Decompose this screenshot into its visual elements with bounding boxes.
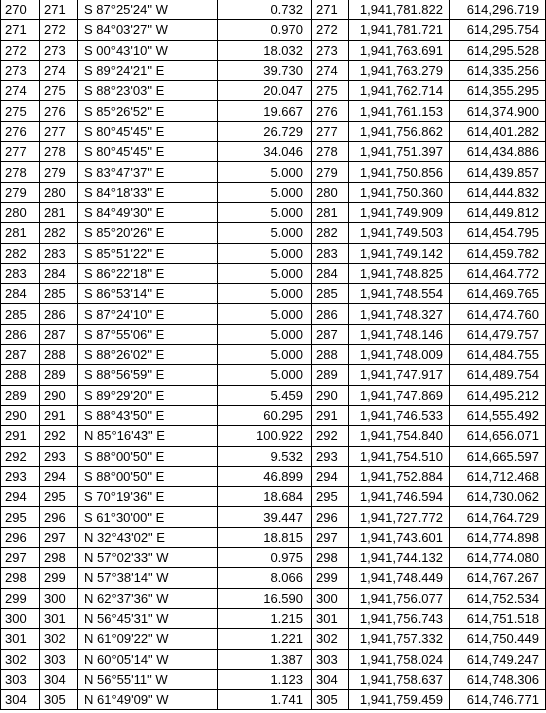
from-station-cell: 282 [1, 243, 40, 263]
northing-cell: 1,941,758.024 [349, 649, 450, 669]
easting-cell: 614,374.900 [450, 101, 546, 121]
table-row [1, 284, 546, 304]
from-station-cell: 302 [1, 649, 40, 669]
bearing-cell: S 80°45'45" E [78, 121, 218, 141]
northing-cell: 1,941,748.825 [349, 263, 450, 283]
bearing-cell: S 88°00'50" E [78, 446, 218, 466]
easting-cell: 614,439.857 [450, 162, 546, 182]
point-cell: 295 [312, 487, 349, 507]
bearing-cell: S 88°56'59" E [78, 365, 218, 385]
point-cell: 301 [312, 608, 349, 628]
table-row [1, 588, 546, 608]
table-row [1, 324, 546, 344]
point-cell: 297 [312, 527, 349, 547]
distance-cell: 5.000 [218, 345, 312, 365]
to-station-cell: 291 [40, 405, 78, 425]
northing-cell: 1,941,751.397 [349, 142, 450, 162]
easting-cell: 614,749.247 [450, 649, 546, 669]
northing-cell: 1,941,756.743 [349, 608, 450, 628]
distance-cell: 5.000 [218, 304, 312, 324]
distance-cell: 100.922 [218, 426, 312, 446]
to-station-cell: 301 [40, 608, 78, 628]
northing-cell: 1,941,749.142 [349, 243, 450, 263]
from-station-cell: 285 [1, 304, 40, 324]
distance-cell: 18.815 [218, 527, 312, 547]
point-cell: 305 [312, 690, 349, 710]
table-row [1, 81, 546, 101]
distance-cell: 0.732 [218, 0, 312, 20]
to-station-cell: 272 [40, 20, 78, 40]
from-station-cell: 291 [1, 426, 40, 446]
bearing-cell: S 88°43'50" E [78, 405, 218, 425]
northing-cell: 1,941,752.884 [349, 466, 450, 486]
point-cell: 281 [312, 202, 349, 222]
to-station-cell: 286 [40, 304, 78, 324]
from-station-cell: 274 [1, 81, 40, 101]
from-station-cell: 287 [1, 345, 40, 365]
point-cell: 279 [312, 162, 349, 182]
distance-cell: 8.066 [218, 568, 312, 588]
point-cell: 282 [312, 223, 349, 243]
bearing-cell: N 56°45'31" W [78, 608, 218, 628]
bearing-cell: S 86°53'14" E [78, 284, 218, 304]
table-row [1, 243, 546, 263]
distance-cell: 1.741 [218, 690, 312, 710]
table-row [1, 527, 546, 547]
easting-cell: 614,746.771 [450, 690, 546, 710]
from-station-cell: 294 [1, 487, 40, 507]
easting-cell: 614,730.062 [450, 487, 546, 507]
bearing-cell: S 83°47'37" E [78, 162, 218, 182]
point-cell: 291 [312, 405, 349, 425]
easting-cell: 614,401.282 [450, 121, 546, 141]
table-row [1, 426, 546, 446]
easting-cell: 614,767.267 [450, 568, 546, 588]
bearing-cell: S 88°00'50" E [78, 466, 218, 486]
to-station-cell: 280 [40, 182, 78, 202]
from-station-cell: 304 [1, 690, 40, 710]
distance-cell: 1.387 [218, 649, 312, 669]
point-cell: 287 [312, 324, 349, 344]
distance-cell: 5.000 [218, 324, 312, 344]
easting-cell: 614,464.772 [450, 263, 546, 283]
northing-cell: 1,941,727.772 [349, 507, 450, 527]
easting-cell: 614,434.886 [450, 142, 546, 162]
point-cell: 275 [312, 81, 349, 101]
from-station-cell: 303 [1, 669, 40, 689]
table-row [1, 548, 546, 568]
to-station-cell: 299 [40, 568, 78, 588]
northing-cell: 1,941,781.721 [349, 20, 450, 40]
easting-cell: 614,335.256 [450, 60, 546, 80]
easting-cell: 614,665.597 [450, 446, 546, 466]
from-station-cell: 292 [1, 446, 40, 466]
bearing-cell: N 62°37'36" W [78, 588, 218, 608]
point-cell: 288 [312, 345, 349, 365]
to-station-cell: 274 [40, 60, 78, 80]
from-station-cell: 290 [1, 405, 40, 425]
point-cell: 286 [312, 304, 349, 324]
from-station-cell: 276 [1, 121, 40, 141]
table-row [1, 507, 546, 527]
bearing-cell: S 00°43'10" W [78, 40, 218, 60]
northing-cell: 1,941,748.146 [349, 324, 450, 344]
point-cell: 285 [312, 284, 349, 304]
to-station-cell: 277 [40, 121, 78, 141]
table-row [1, 629, 546, 649]
to-station-cell: 294 [40, 466, 78, 486]
northing-cell: 1,941,750.856 [349, 162, 450, 182]
easting-cell: 614,764.729 [450, 507, 546, 527]
bearing-cell: S 80°45'45" E [78, 142, 218, 162]
from-station-cell: 281 [1, 223, 40, 243]
to-station-cell: 273 [40, 40, 78, 60]
to-station-cell: 276 [40, 101, 78, 121]
easting-cell: 614,484.755 [450, 345, 546, 365]
bearing-cell: S 70°19'36" E [78, 487, 218, 507]
distance-cell: 26.729 [218, 121, 312, 141]
table-row [1, 223, 546, 243]
point-cell: 294 [312, 466, 349, 486]
northing-cell: 1,941,748.009 [349, 345, 450, 365]
northing-cell: 1,941,754.510 [349, 446, 450, 466]
bearing-cell: N 61°49'09" W [78, 690, 218, 710]
from-station-cell: 283 [1, 263, 40, 283]
point-cell: 271 [312, 0, 349, 20]
point-cell: 293 [312, 446, 349, 466]
distance-cell: 39.447 [218, 507, 312, 527]
from-station-cell: 273 [1, 60, 40, 80]
table-row [1, 162, 546, 182]
to-station-cell: 302 [40, 629, 78, 649]
point-cell: 292 [312, 426, 349, 446]
distance-cell: 20.047 [218, 81, 312, 101]
easting-cell: 614,656.071 [450, 426, 546, 446]
to-station-cell: 288 [40, 345, 78, 365]
table-row [1, 385, 546, 405]
northing-cell: 1,941,746.533 [349, 405, 450, 425]
table-row [1, 263, 546, 283]
point-cell: 273 [312, 40, 349, 60]
northing-cell: 1,941,749.909 [349, 202, 450, 222]
point-cell: 299 [312, 568, 349, 588]
to-station-cell: 278 [40, 142, 78, 162]
easting-cell: 614,774.898 [450, 527, 546, 547]
to-station-cell: 297 [40, 527, 78, 547]
from-station-cell: 298 [1, 568, 40, 588]
point-cell: 298 [312, 548, 349, 568]
from-station-cell: 279 [1, 182, 40, 202]
from-station-cell: 295 [1, 507, 40, 527]
from-station-cell: 300 [1, 608, 40, 628]
bearing-cell: S 84°03'27" W [78, 20, 218, 40]
point-cell: 280 [312, 182, 349, 202]
point-cell: 290 [312, 385, 349, 405]
from-station-cell: 275 [1, 101, 40, 121]
northing-cell: 1,941,747.869 [349, 385, 450, 405]
distance-cell: 5.000 [218, 202, 312, 222]
easting-cell: 614,750.449 [450, 629, 546, 649]
distance-cell: 5.000 [218, 162, 312, 182]
table-row [1, 466, 546, 486]
point-cell: 277 [312, 121, 349, 141]
to-station-cell: 271 [40, 0, 78, 20]
northing-cell: 1,941,744.132 [349, 548, 450, 568]
table-row [1, 446, 546, 466]
northing-cell: 1,941,749.503 [349, 223, 450, 243]
from-station-cell: 272 [1, 40, 40, 60]
bearing-cell: N 32°43'02" E [78, 527, 218, 547]
table-row [1, 345, 546, 365]
to-station-cell: 284 [40, 263, 78, 283]
table-row [1, 182, 546, 202]
from-station-cell: 278 [1, 162, 40, 182]
to-station-cell: 285 [40, 284, 78, 304]
easting-cell: 614,469.765 [450, 284, 546, 304]
table-row [1, 40, 546, 60]
distance-cell: 1.215 [218, 608, 312, 628]
northing-cell: 1,941,756.862 [349, 121, 450, 141]
distance-cell: 16.590 [218, 588, 312, 608]
from-station-cell: 293 [1, 466, 40, 486]
to-station-cell: 305 [40, 690, 78, 710]
table-row [1, 649, 546, 669]
distance-cell: 5.459 [218, 385, 312, 405]
northing-cell: 1,941,763.691 [349, 40, 450, 60]
bearing-cell: S 89°24'21" E [78, 60, 218, 80]
table-row [1, 101, 546, 121]
distance-cell: 0.970 [218, 20, 312, 40]
bearing-cell: N 60°05'14" W [78, 649, 218, 669]
distance-cell: 18.032 [218, 40, 312, 60]
point-cell: 272 [312, 20, 349, 40]
to-station-cell: 275 [40, 81, 78, 101]
distance-cell: 0.975 [218, 548, 312, 568]
from-station-cell: 277 [1, 142, 40, 162]
distance-cell: 1.221 [218, 629, 312, 649]
easting-cell: 614,751.518 [450, 608, 546, 628]
point-cell: 278 [312, 142, 349, 162]
bearing-cell: N 57°38'14" W [78, 568, 218, 588]
distance-cell: 5.000 [218, 243, 312, 263]
from-station-cell: 301 [1, 629, 40, 649]
easting-cell: 614,479.757 [450, 324, 546, 344]
from-station-cell: 297 [1, 548, 40, 568]
point-cell: 274 [312, 60, 349, 80]
from-station-cell: 270 [1, 0, 40, 20]
northing-cell: 1,941,757.332 [349, 629, 450, 649]
northing-cell: 1,941,756.077 [349, 588, 450, 608]
from-station-cell: 286 [1, 324, 40, 344]
easting-cell: 614,449.812 [450, 202, 546, 222]
bearing-cell: S 87°24'10" E [78, 304, 218, 324]
to-station-cell: 292 [40, 426, 78, 446]
northing-cell: 1,941,748.449 [349, 568, 450, 588]
easting-cell: 614,748.306 [450, 669, 546, 689]
northing-cell: 1,941,781.822 [349, 0, 450, 20]
distance-cell: 5.000 [218, 223, 312, 243]
table-row [1, 20, 546, 40]
to-station-cell: 282 [40, 223, 78, 243]
point-cell: 302 [312, 629, 349, 649]
to-station-cell: 281 [40, 202, 78, 222]
point-cell: 283 [312, 243, 349, 263]
distance-cell: 5.000 [218, 284, 312, 304]
table-row [1, 405, 546, 425]
bearing-cell: S 85°20'26" E [78, 223, 218, 243]
point-cell: 300 [312, 588, 349, 608]
easting-cell: 614,489.754 [450, 365, 546, 385]
to-station-cell: 296 [40, 507, 78, 527]
table-row [1, 690, 546, 710]
bearing-cell: S 61°30'00" E [78, 507, 218, 527]
easting-cell: 614,495.212 [450, 385, 546, 405]
to-station-cell: 289 [40, 365, 78, 385]
table-row [1, 0, 546, 20]
bearing-cell: S 85°26'52" E [78, 101, 218, 121]
point-cell: 284 [312, 263, 349, 283]
northing-cell: 1,941,754.840 [349, 426, 450, 446]
from-station-cell: 288 [1, 365, 40, 385]
bearing-cell: S 86°22'18" E [78, 263, 218, 283]
table-row [1, 669, 546, 689]
to-station-cell: 303 [40, 649, 78, 669]
easting-cell: 614,752.534 [450, 588, 546, 608]
northing-cell: 1,941,763.279 [349, 60, 450, 80]
table-row [1, 304, 546, 324]
to-station-cell: 279 [40, 162, 78, 182]
to-station-cell: 283 [40, 243, 78, 263]
distance-cell: 34.046 [218, 142, 312, 162]
table-body [1, 0, 546, 710]
bearing-cell: N 56°55'11" W [78, 669, 218, 689]
from-station-cell: 296 [1, 527, 40, 547]
table-row [1, 608, 546, 628]
to-station-cell: 304 [40, 669, 78, 689]
northing-cell: 1,941,759.459 [349, 690, 450, 710]
northing-cell: 1,941,748.327 [349, 304, 450, 324]
from-station-cell: 289 [1, 385, 40, 405]
bearing-cell: S 84°18'33" E [78, 182, 218, 202]
to-station-cell: 300 [40, 588, 78, 608]
northing-cell: 1,941,743.601 [349, 527, 450, 547]
bearing-cell: S 88°26'02" E [78, 345, 218, 365]
northing-cell: 1,941,750.360 [349, 182, 450, 202]
northing-cell: 1,941,761.153 [349, 101, 450, 121]
point-cell: 296 [312, 507, 349, 527]
from-station-cell: 280 [1, 202, 40, 222]
distance-cell: 9.532 [218, 446, 312, 466]
easting-cell: 614,774.080 [450, 548, 546, 568]
easting-cell: 614,712.468 [450, 466, 546, 486]
northing-cell: 1,941,746.594 [349, 487, 450, 507]
table-row [1, 202, 546, 222]
easting-cell: 614,444.832 [450, 182, 546, 202]
bearing-cell: S 85°51'22" E [78, 243, 218, 263]
distance-cell: 18.684 [218, 487, 312, 507]
easting-cell: 614,295.754 [450, 20, 546, 40]
distance-cell: 5.000 [218, 182, 312, 202]
easting-cell: 614,474.760 [450, 304, 546, 324]
from-station-cell: 271 [1, 20, 40, 40]
bearing-cell: S 87°55'06" E [78, 324, 218, 344]
point-cell: 289 [312, 365, 349, 385]
easting-cell: 614,295.528 [450, 40, 546, 60]
table-row [1, 568, 546, 588]
distance-cell: 5.000 [218, 365, 312, 385]
distance-cell: 19.667 [218, 101, 312, 121]
table-row [1, 142, 546, 162]
to-station-cell: 295 [40, 487, 78, 507]
to-station-cell: 298 [40, 548, 78, 568]
to-station-cell: 290 [40, 385, 78, 405]
bearing-cell: N 61°09'22" W [78, 629, 218, 649]
bearing-cell: S 87°25'24" W [78, 0, 218, 20]
distance-cell: 1.123 [218, 669, 312, 689]
table-row [1, 60, 546, 80]
table-row [1, 487, 546, 507]
easting-cell: 614,296.719 [450, 0, 546, 20]
bearing-cell: S 84°49'30" E [78, 202, 218, 222]
bearing-cell: S 88°23'03" E [78, 81, 218, 101]
bearing-cell: N 57°02'33" W [78, 548, 218, 568]
northing-cell: 1,941,762.714 [349, 81, 450, 101]
northing-cell: 1,941,747.917 [349, 365, 450, 385]
bearing-cell: N 85°16'43" E [78, 426, 218, 446]
table-row [1, 121, 546, 141]
distance-cell: 60.295 [218, 405, 312, 425]
from-station-cell: 284 [1, 284, 40, 304]
to-station-cell: 293 [40, 446, 78, 466]
easting-cell: 614,555.492 [450, 405, 546, 425]
from-station-cell: 299 [1, 588, 40, 608]
distance-cell: 39.730 [218, 60, 312, 80]
distance-cell: 5.000 [218, 263, 312, 283]
point-cell: 304 [312, 669, 349, 689]
bearing-cell: S 89°29'20" E [78, 385, 218, 405]
easting-cell: 614,355.295 [450, 81, 546, 101]
easting-cell: 614,454.795 [450, 223, 546, 243]
point-cell: 276 [312, 101, 349, 121]
easting-cell: 614,459.782 [450, 243, 546, 263]
to-station-cell: 287 [40, 324, 78, 344]
northing-cell: 1,941,748.554 [349, 284, 450, 304]
table-row [1, 365, 546, 385]
point-cell: 303 [312, 649, 349, 669]
distance-cell: 46.899 [218, 466, 312, 486]
northing-cell: 1,941,758.637 [349, 669, 450, 689]
